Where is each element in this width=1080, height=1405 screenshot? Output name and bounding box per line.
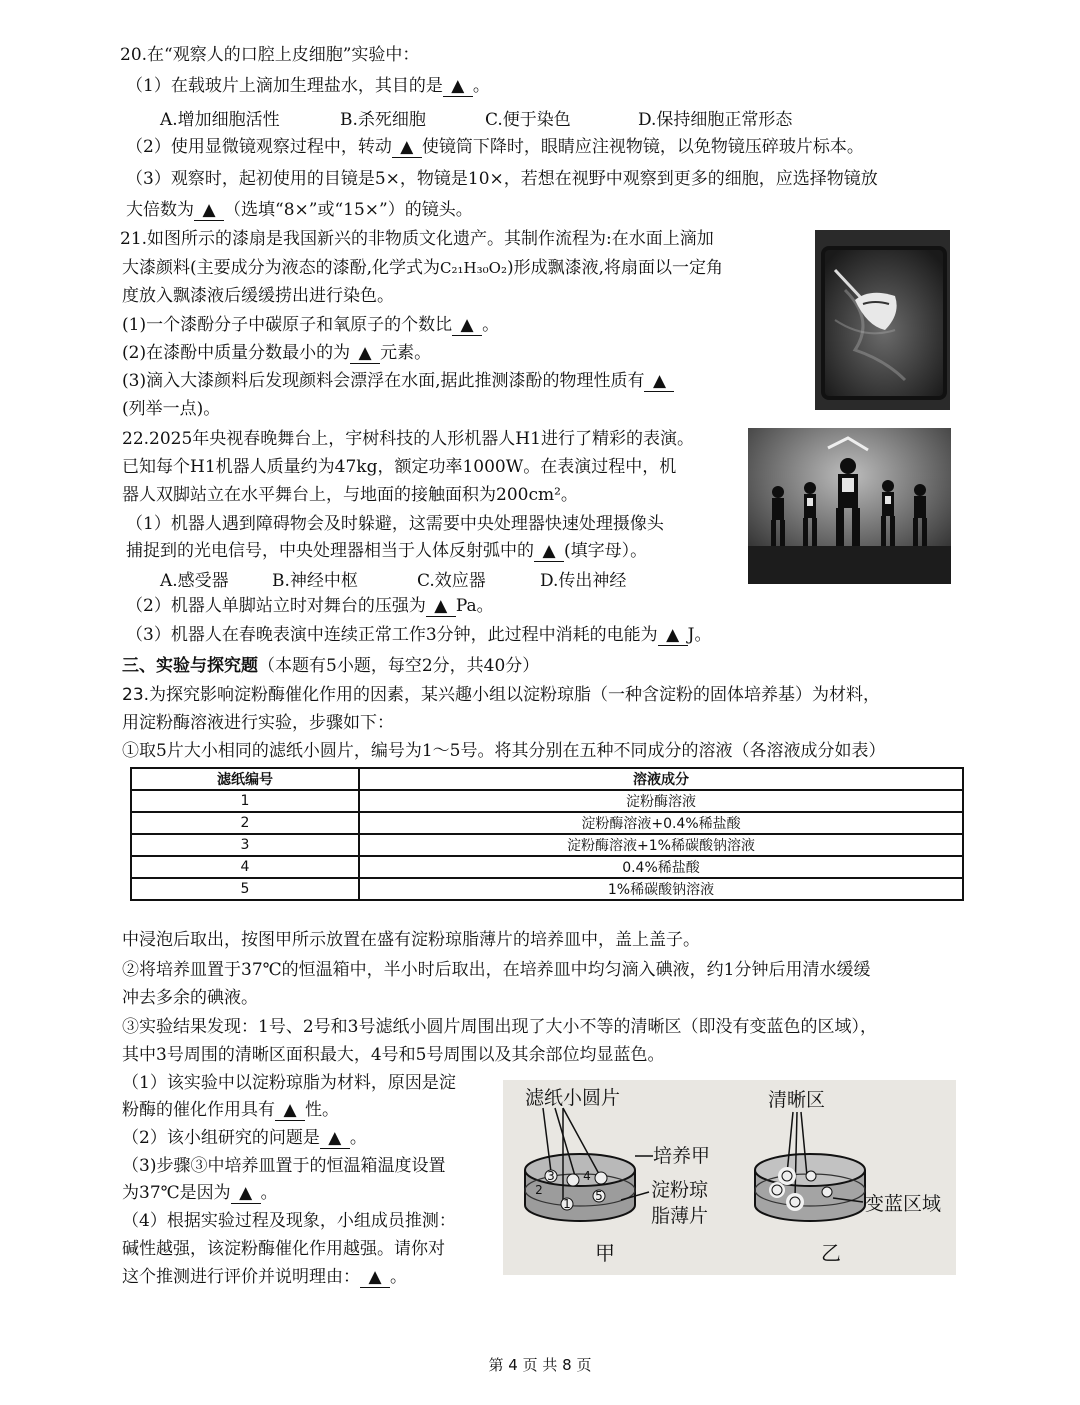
filter-disc [567, 1174, 579, 1186]
label-clear-zone: 清晰区 [768, 1089, 826, 1111]
table-cell: 淀粉酶溶液+1%稀碳酸钠溶液 [359, 834, 963, 856]
q23-question4-line2: 碱性越强，该淀粉酶催化作用越强。请你对 [122, 1239, 445, 1259]
dish-yi [755, 1112, 865, 1221]
section-3-heading: 三、实验与探究题（本题有5小题，每空2分，共40分） [122, 656, 540, 676]
table-header-cell: 溶液成分 [359, 768, 963, 790]
solution-table [130, 767, 964, 901]
label-dish: 培养甲 [653, 1145, 711, 1167]
q20-option-b: B.杀死细胞 [340, 110, 426, 130]
disc-number: 4 [583, 1169, 591, 1183]
table-row [131, 834, 963, 856]
q20-part2: （2）使用显微镜观察过程中，转动 ▲ 使镜筒下降时，眼睛应注视物镜，以免物镜压碎玻片标本。 [126, 137, 864, 157]
disc-number: 5 [595, 1189, 603, 1203]
q21-line3: 度放入飘漆液后缓缓捞出进行染色。 [122, 286, 394, 306]
answer-blank[interactable]: ▲ [320, 1128, 350, 1149]
q20-part3-line2: 大倍数为 ▲ （选填“8×”或“15×”）的镜头。 [126, 200, 473, 220]
q23-question4-line3: 这个推测进行评价并说明理由： ▲ 。 [122, 1267, 407, 1287]
q21-part3: (3)滴入大漆颜料后发现颜料会漂浮在水面,据此推测漆酚的物理性质有 ▲ [122, 369, 674, 393]
page-number: 第 4 页 共 8 页 [488, 1356, 592, 1374]
q22-option-b: B.神经中枢 [272, 571, 358, 591]
table-cell: 5 [131, 878, 359, 900]
table-header-cell: 滤纸编号 [131, 768, 359, 790]
answer-blank[interactable]: ▲ [194, 200, 224, 221]
q22-line2: 已知每个H1机器人质量约为47kg，额定功率1000W。在表演过程中，机 [122, 457, 677, 477]
answer-blank[interactable]: ▲ [275, 1100, 305, 1121]
label-agar-1: 淀粉琼 [651, 1179, 709, 1201]
q22-option-a: A.感受器 [160, 571, 229, 591]
table-cell: 淀粉酶溶液 [359, 790, 963, 812]
filter-disc [790, 1197, 800, 1207]
filter-disc [822, 1187, 832, 1197]
q21-part3-end: (列举一点)。 [122, 399, 221, 419]
table-cell: 0.4%稀盐酸 [359, 856, 963, 878]
answer-blank[interactable]: ▲ [658, 625, 688, 646]
q20-option-a: A.增加细胞活性 [160, 110, 280, 130]
q20-stem: 20.在“观察人的口腔上皮细胞”实验中： [120, 45, 420, 65]
q23-step2-line1: ②将培养皿置于37℃的恒温箱中，半小时后取出，在培养皿中均匀滴入碘液，约1分钟后用清水缓缓 [122, 960, 871, 980]
filter-disc [806, 1171, 816, 1181]
disc-number: 3 [547, 1169, 555, 1183]
q22-option-d: D.传出神经 [540, 571, 627, 591]
table-header-row [131, 768, 963, 790]
answer-blank[interactable]: ▲ [534, 541, 564, 562]
q23-step1: ①取5片大小相同的滤纸小圆片，编号为1～5号。将其分别在五种不同成分的溶液（各溶液成分如表） [122, 741, 886, 761]
answer-blank[interactable]: ▲ [231, 1183, 261, 1204]
q22-line1: 22.2025年央视春晚舞台上，宇树科技的人形机器人H1进行了精彩的表演。 [122, 429, 694, 449]
table-cell: 1 [131, 790, 359, 812]
q20-part3-line1: （3）观察时，起初使用的目镜是5×，物镜是10×，若想在视野中观察到更多的细胞，应选择物镜放 [126, 169, 878, 189]
label-agar-2: 脂薄片 [651, 1205, 709, 1227]
chemical-formula: C₂₁H₃₀O₂ [440, 259, 507, 277]
table-row [131, 878, 963, 900]
q22-option-c: C.效应器 [417, 571, 486, 591]
answer-blank[interactable]: ▲ [350, 343, 380, 364]
q23-step1-end: 中浸泡后取出，按图甲所示放置在盛有淀粉琼脂薄片的培养皿中，盖上盖子。 [122, 930, 700, 950]
q21-part1: (1)一个漆酚分子中碳原子和氧原子的个数比 ▲ 。 [122, 315, 500, 335]
q23-question3-line2: 为37℃是因为 ▲ 。 [122, 1183, 278, 1203]
answer-blank[interactable]: ▲ [426, 596, 456, 617]
q22-part1-line2: 捕捉到的光电信号，中央处理器相当于人体反射弧中的 ▲ (填字母）。 [126, 541, 648, 561]
filter-disc [782, 1171, 792, 1181]
q23-line2: 用淀粉酶溶液进行实验，步骤如下： [122, 713, 394, 733]
disc-number: 2 [535, 1183, 543, 1197]
filter-disc [595, 1172, 607, 1184]
answer-blank[interactable]: ▲ [644, 371, 674, 392]
q22-part3: （3）机器人在春晚表演中连续正常工作3分钟，此过程中消耗的电能为 ▲ J。 [126, 625, 712, 645]
q23-question1-line2: 粉酶的催化作用具有 ▲ 性。 [122, 1100, 339, 1120]
q21-part2: (2)在漆酚中质量分数最小的为 ▲ 元素。 [122, 343, 432, 363]
table-cell: 4 [131, 856, 359, 878]
table-cell: 3 [131, 834, 359, 856]
label-filter-disc: 滤纸小圆片 [525, 1087, 621, 1109]
table-cell: 淀粉酶溶液+0.4%稀盐酸 [359, 812, 963, 834]
q20-option-d: D.保持细胞正常形态 [638, 110, 793, 130]
q21-line2: 大漆颜料(主要成分为液态的漆酚,化学式为C₂₁H₃₀O₂)形成飘漆液,将扇面以一定角 [122, 258, 724, 278]
robot-performance-photo [748, 428, 951, 584]
table-cell: 2 [131, 812, 359, 834]
q23-step3-line2: 其中3号周围的清晰区面积最大，4号和5号周围以及其余部位均显蓝色。 [122, 1045, 665, 1065]
q23-question2: （2）该小组研究的问题是 ▲ 。 [122, 1128, 367, 1148]
answer-blank[interactable]: ▲ [443, 76, 473, 97]
disc-number: 1 [563, 1197, 571, 1211]
q23-step2-line2: 冲去多余的碘液。 [122, 988, 258, 1008]
q22-part1-line1: （1）机器人遇到障碍物会及时躲避，这需要中央处理器快速处理摄像头 [126, 514, 664, 534]
q20-part1: （1）在载玻片上滴加生理盐水，其目的是 ▲ 。 [126, 76, 490, 96]
table-cell: 1%稀碳酸钠溶液 [359, 878, 963, 900]
q23-question3-line1: （3)步骤③中培养皿置于的恒温箱温度设置 [122, 1156, 446, 1176]
q21-line1: 21.如图所示的漆扇是我国新兴的非物质文化遗产。其制作流程为:在水面上滴加 [120, 229, 714, 249]
q23-question4-line1: （4）根据实验过程及现象，小组成员推测： [122, 1211, 456, 1231]
label-jia: 甲 [595, 1241, 615, 1265]
petri-dish-figure [503, 1080, 956, 1275]
table-row [131, 812, 963, 834]
filter-disc [772, 1185, 782, 1195]
label-yi: 乙 [821, 1241, 841, 1265]
lacquer-fan-photo [815, 230, 950, 410]
q23-question1-line1: （1）该实验中以淀粉琼脂为材料，原因是淀 [122, 1073, 456, 1093]
label-blue-area: 变蓝区域 [865, 1193, 942, 1215]
q22-line3: 器人双脚站立在水平舞台上，与地面的接触面积为200cm²。 [122, 485, 578, 505]
q23-step3-line1: ③实验结果发现：1号、2号和3号滤纸小圆片周围出现了大小不等的清晰区（即没有变蓝色的区域）， [122, 1017, 877, 1037]
q20-option-c: C.便于染色 [485, 110, 571, 130]
table-row [131, 790, 963, 812]
table-row [131, 856, 963, 878]
q22-part2: （2）机器人单脚站立时对舞台的压强为 ▲ Pa。 [126, 596, 494, 616]
dish-jia [525, 1108, 653, 1221]
q23-line1: 23.为探究影响淀粉酶催化作用的因素，某兴趣小组以淀粉琼脂（一种含淀粉的固体培养基）为材料， [122, 685, 881, 705]
answer-blank[interactable]: ▲ [452, 315, 482, 336]
answer-blank[interactable]: ▲ [360, 1267, 390, 1288]
answer-blank[interactable]: ▲ [392, 137, 422, 158]
